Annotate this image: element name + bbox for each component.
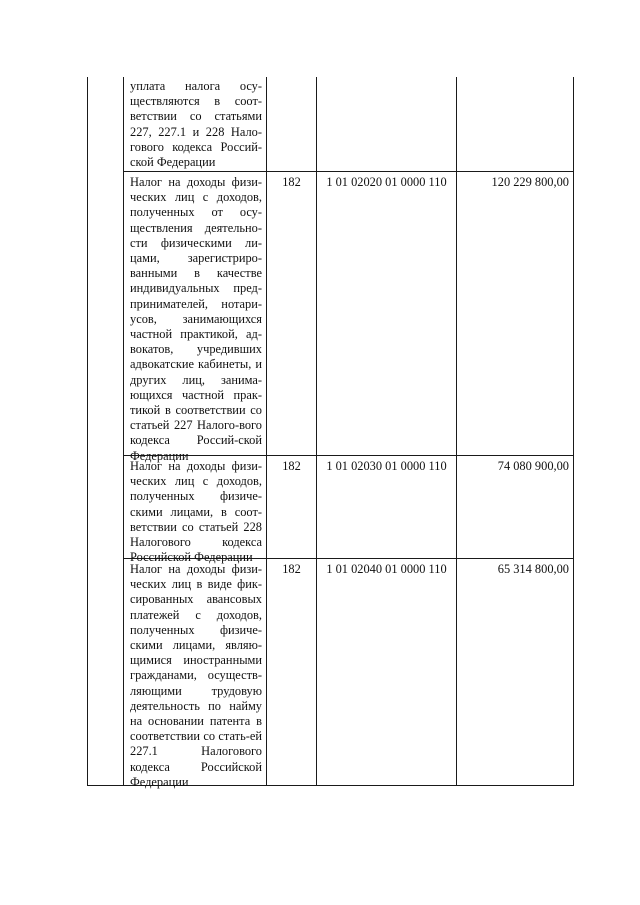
table-cell-admin-code: 182 [282,459,301,473]
table-cell-kbk: 1 01 02040 01 0000 110 [326,562,447,576]
table-border-left [87,77,88,785]
table-border-right [573,77,574,785]
table-cell-kbk: 1 01 02030 01 0000 110 [326,459,447,473]
table-cell-admin-code: 182 [282,562,301,576]
table-cell-description: Налог на доходы физи-ческих лиц с доходов, полученных от осу-ществления деятельно-сти физическими ли-цами, зарегистриро-ванными в качестве индивидуальных пред-принимателей, нотари-усов, занимающихся частной практикой, ад-вокатов, учредивших адвокатские кабинеты, и других лиц, занима-ющихся частной прак-тикой в соответствии со статьей 227 Налого-вого кодекса Россий-ской Федерации [130,175,262,463]
table-cell-amount: 65 314 800,00 [497,562,569,576]
table-cell-amount: 74 080 900,00 [497,459,569,473]
table-cell-amount: 120 229 800,00 [491,175,569,189]
table-cell-description: уплата налога осу-ществляются в соот-ветствии со статьями 227, 227.1 и 228 Нало-гового кодекса Россий-ской Федерации [130,79,262,170]
table-cell-description: Налог на доходы физи-ческих лиц в виде фик-сированных авансовых платежей с доходов, полученных физиче-скими лицами, являю-щимися иностранными гражданами, осуществ-ляющими трудовую деятельность по найму на основании патента в соответствии со стать-ей 227.1 Налогового кодекса Российской Федерации [130,562,262,789]
table-cell-admin-code: 182 [282,175,301,189]
table-cell-kbk: 1 01 02020 01 0000 110 [326,175,447,189]
table-cell-description: Налог на доходы физи-ческих лиц с доходов, полученных физиче-скими лицами, в соот-ветствии со статьей 228 Налогового кодекса Российской Федерации [130,459,262,565]
row-separator-1 [123,171,574,172]
